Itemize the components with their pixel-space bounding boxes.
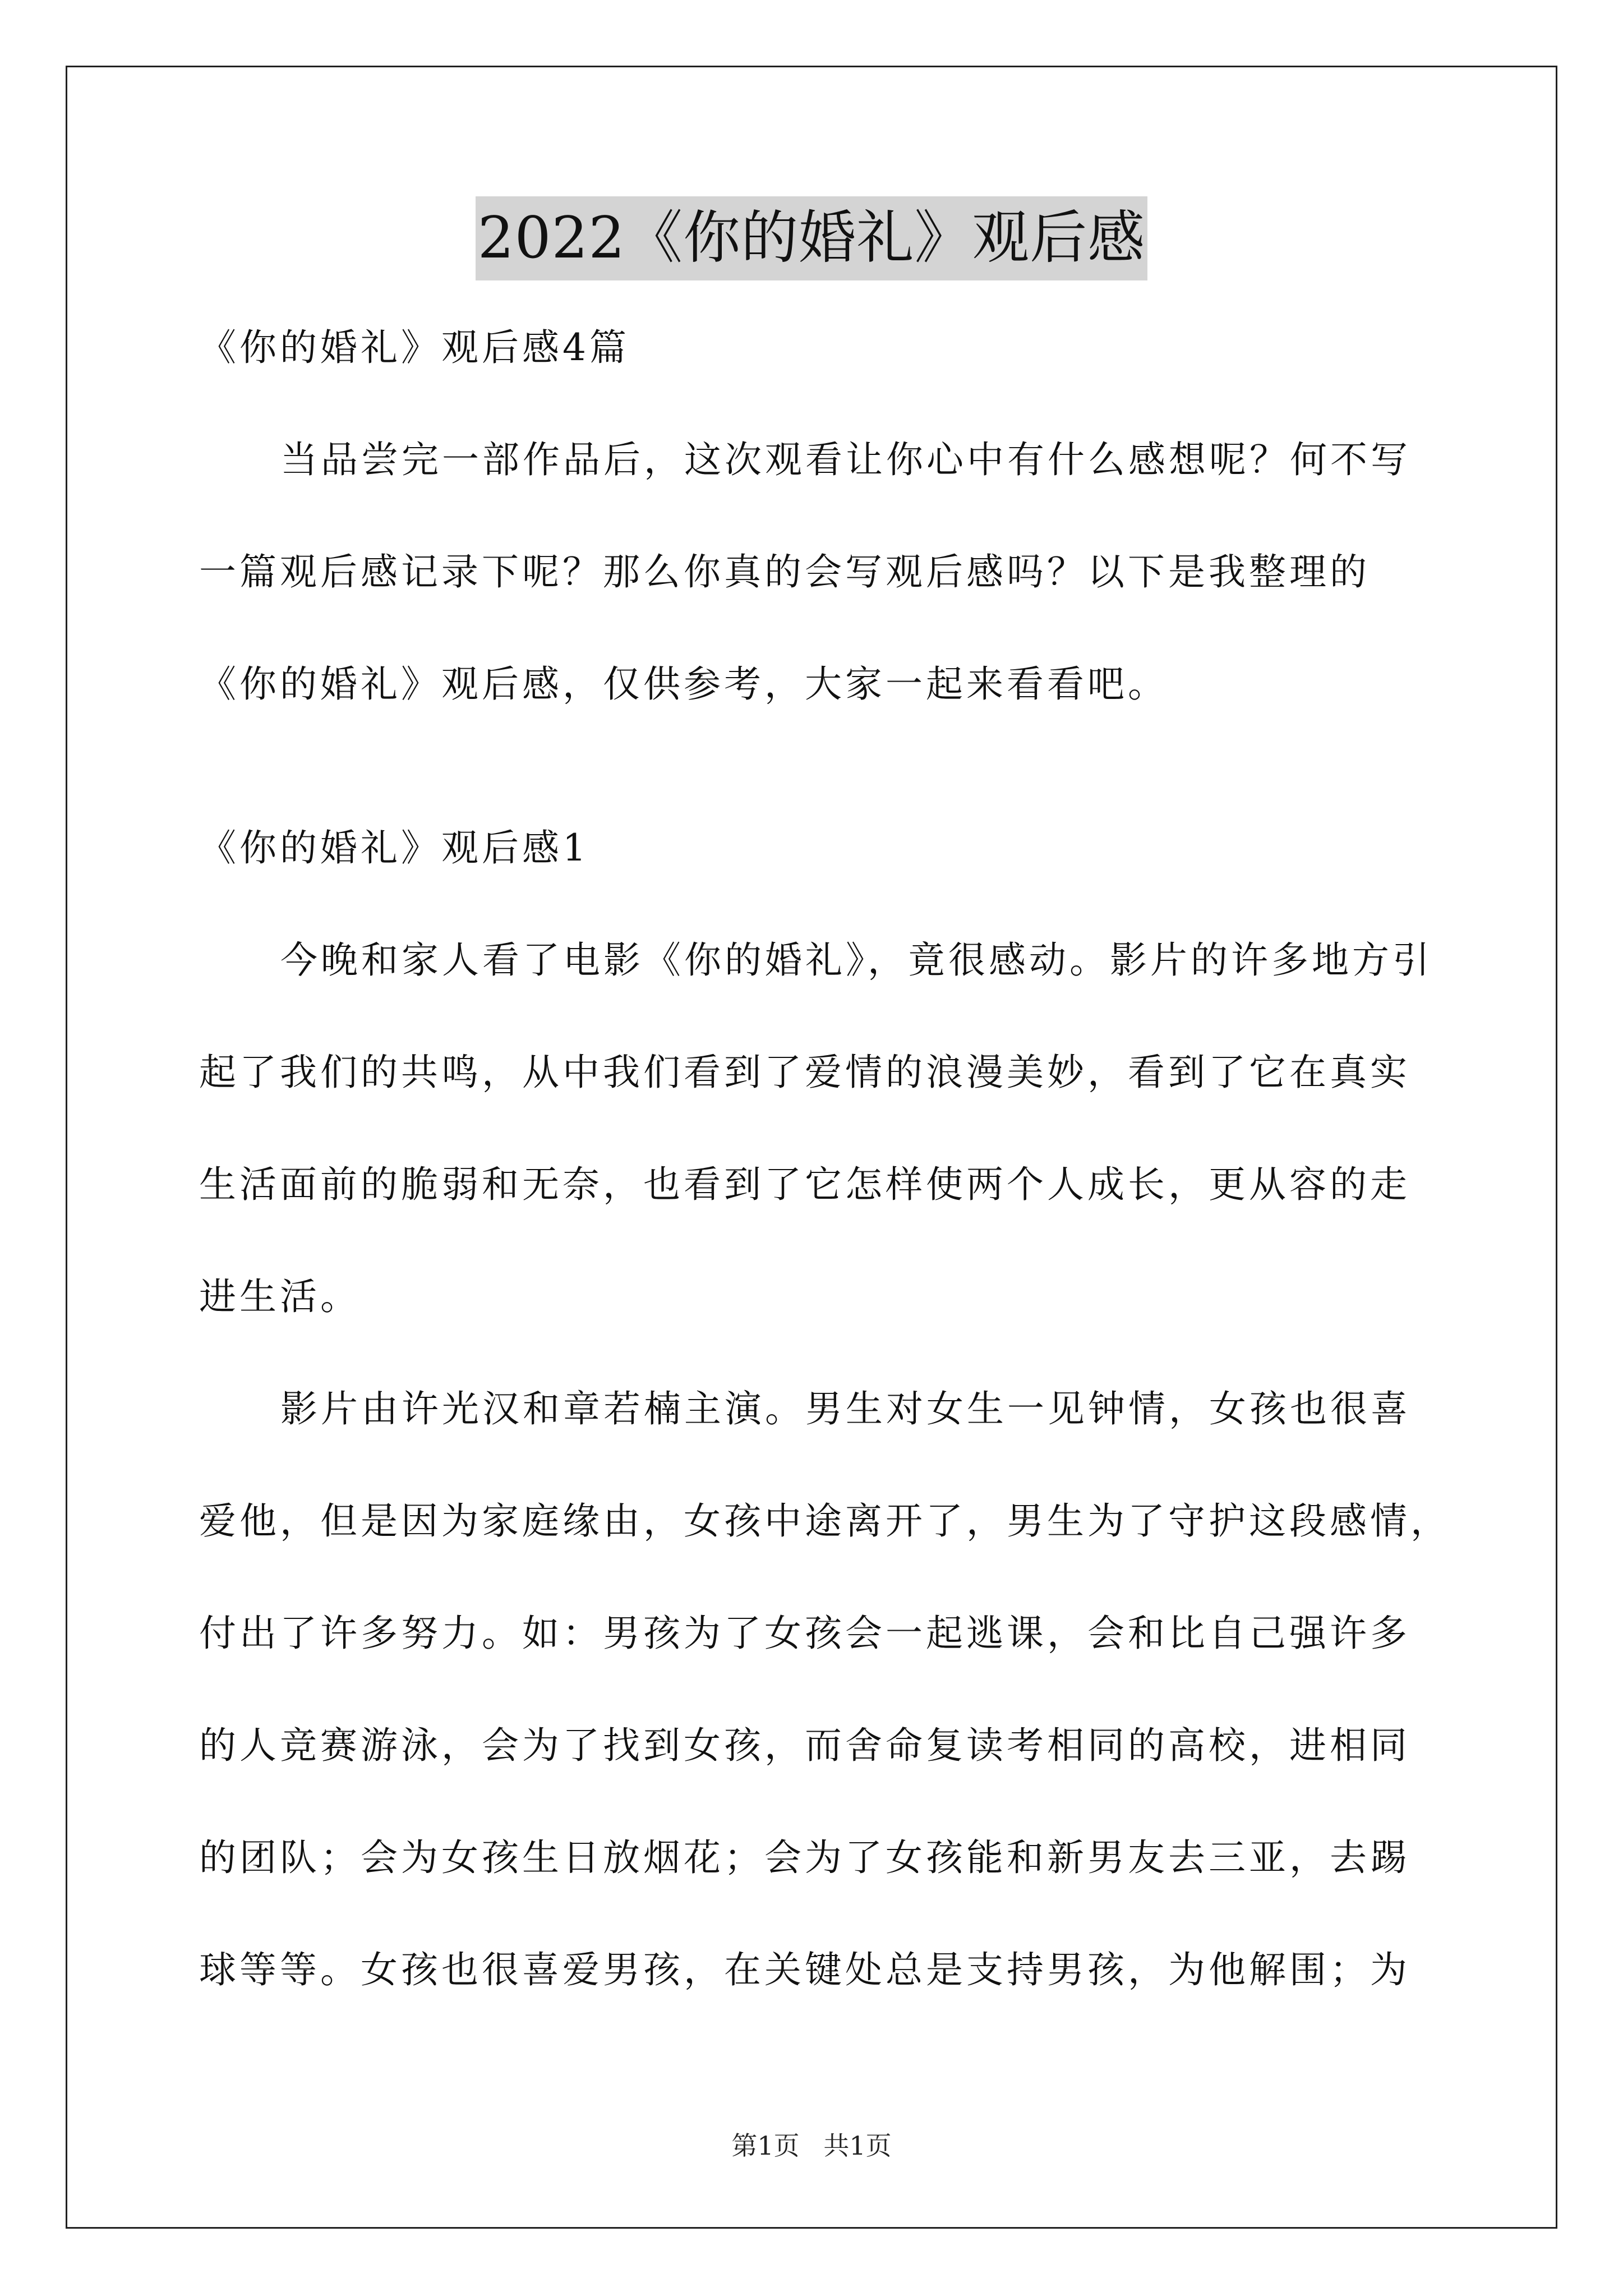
paragraph1-line: 生活面前的脆弱和无奈，也看到了它怎样使两个人成长，更从容的走 <box>199 1163 1410 1206</box>
page-footer <box>0 2129 1623 2162</box>
document-title: 2022《你的婚礼》观后感 <box>476 196 1148 280</box>
paragraph2-line: 付出了许多努力。如：男孩为了女孩会一起逃课，会和比自己强许多 <box>199 1612 1410 1655</box>
paragraph1-line: 起了我们的共鸣，从中我们看到了爱情的浪漫美妙，看到了它在真实 <box>199 1051 1410 1094</box>
paragraph1-line: 今晚和家人看了电影《你的婚礼》，竟很感动。影片的许多地方引 <box>280 938 1433 982</box>
paragraph2-line: 爱他，但是因为家庭缘由，女孩中途离开了，男生为了守护这段感情， <box>199 1499 1451 1543</box>
document-subtitle: 《你的婚礼》观后感4篇 <box>199 326 630 369</box>
paragraph2-line: 的人竞赛游泳，会为了找到女孩，而舍命复读考相同的高校，进相同 <box>199 1724 1410 1767</box>
paragraph1-line: 进生活。 <box>199 1275 361 1318</box>
paragraph2-line: 球等等。女孩也很喜爱男孩，在关键处总是支持男孩，为他解围；为 <box>199 1948 1410 1991</box>
paragraph2-line: 的团队；会为女孩生日放烟花；会为了女孩能和新男友去三亚，去踢 <box>199 1836 1410 1879</box>
intro-line: 当品尝完一部作品后，这次观看让你心中有什么感想呢？何不写 <box>280 438 1411 481</box>
paragraph2-line: 影片由许光汉和章若楠主演。男生对女生一见钟情，女孩也很喜 <box>280 1387 1411 1430</box>
page-number-total: 共1页 <box>823 2131 892 2161</box>
intro-line: 《你的婚礼》观后感，仅供参考，大家一起来看看吧。 <box>199 662 1168 706</box>
section-heading: 《你的婚礼》观后感1 <box>199 826 589 869</box>
paragraph-gap <box>199 740 1433 792</box>
title-container <box>0 196 1623 280</box>
intro-line: 一篇观后感记录下呢？那么你真的会写观后感吗？以下是我整理的 <box>199 550 1370 593</box>
page-number-current: 第1页 <box>731 2131 800 2161</box>
document-body <box>199 292 1451 2026</box>
